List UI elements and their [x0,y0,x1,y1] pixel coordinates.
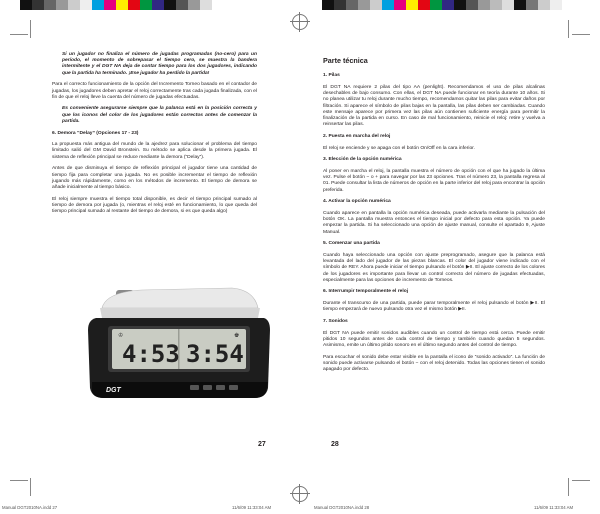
crop-mark [572,34,590,35]
section-7-text-2: Para escuchar el sonido debe estar visible en la pantalla el icono de “sonido activado”. La función de sonido puede activarse pulsando el botón − con el reloj detenido. Todas las opciones tienen el sonido apagado por defecto. [323,354,545,373]
section-6-paragraph-1: La propuesta más antigua del mundo de la ajedrez para solucionar el problema del tiempo limitado salió del GM David Bronstein. Su método se aplica desde la primera jugada. El sistema de reflexión principal se reduce mediante la demora (“Delay”). [52,142,257,160]
left-time-display: 4:53 [122,340,180,368]
slug-right-date: 11/6/09 11:33:04 AM [534,505,574,510]
svg-text:♚: ♚ [234,332,240,339]
paragraph-increment: Para el correcto funcionamiento de la opción del Incremento Torneo basado en el contador de jugadas, los jugadores deben apretar el reloj correctamente tras cada jugada finalizada, con el fin de que el reloj lleve la cuenta del número de jugadas efectuadas. [52,82,257,100]
section-3-text: Al poner en marcha el reloj, la pantalla muestra el número de opción con el que ha jugado la última vez. Pulse el botón − o + para navegar por las 23 opciones. Tras el número 23, la pantalla regresa al 01. Puede consultar la lista de números de opción en la parte inferior del reloj para encontrar la opción preferida. [323,168,545,193]
svg-text:♔: ♔ [118,332,124,339]
slug-left-file: Manual DGT2010NA.indd 27 [2,505,58,510]
crop-mark [568,478,569,496]
crop-mark [572,480,590,481]
note-lever-position: Es conveniente asegurarse siempre que la palanca está en la posición correcta y que los iconos del color de los jugadores están correctos antes de comenzar la partida. [62,106,257,124]
section-2-title: 2. Puesta en marcha del reloj [323,133,391,139]
section-6-title: 6. Interrumpir temporalmente el reloj [323,289,409,295]
section-6-paragraph-2: Antes de que disminuya el tiempo de reflexión principal el jugador tiene una cantidad de tiempo fija para completar una jugada. No es posible incrementar el tiempo de reflexión jugando más rápidamente, como en los métodos de incremento. El tiempo de demora se añade inicialmente al tiempo básico. [52,166,257,190]
right-page-title: Parte técnica [323,56,368,65]
slug-right-file: Manual DGT2010NA.indd 28 [314,505,370,510]
crop-mark [568,20,569,38]
section-6-title: 6. Demora “Delay” (Opciones 17 - 23) [52,130,139,136]
registration-mark-bottom [292,486,308,502]
right-time-display: 3:54 [186,340,244,368]
color-bar-right [322,0,562,10]
section-3-title: 3. Elección de la opción numérica [323,157,402,163]
crop-mark [30,478,31,496]
left-page [52,52,257,221]
crop-mark [10,480,28,481]
slug-left-date: 11/6/09 11:33:04 AM [232,505,272,510]
crop-mark [10,34,28,35]
page-number-right: 28 [331,441,339,448]
section-1-title: 1. Pilas [323,73,340,79]
crop-mark [30,20,31,38]
section-4-title: 4. Activar la opción numérica [323,199,391,205]
chess-clock-image [82,270,272,405]
section-4-text: Cuando aparece en pantalla la opción numérica deseada, puede activarla mediante la pulsación del botón OK. La pantalla muestra entonces el tiempo inicial por defecto para esta opción. Ya puede empezar la partida. Si ha seleccionado una opción de ajuste manual, consulte el apartado 9, Ajuste Manual. [323,210,545,235]
section-2-text: El reloj se enciende y se apaga con el botón On/Off en la cara inferior. [323,145,475,151]
section-7-title: 7. Sonidos [323,319,348,325]
section-6-text: Durante el transcurso de una partida, puede parar temporalmente el reloj pulsando el botón ▶II. El tiempo empezará de nuevo pulsando otra vez el mismo botón ▶II. [323,301,545,313]
color-bar-left [20,0,212,10]
right-page [323,52,545,379]
section-5-title: 5. Comenzar una partida [323,241,380,247]
section-5-text: Cuando haya seleccionado una opción con ajuste preprogramado, asegure que la palanca está levantada del lado del jugador de las piezas blancas. El color del jugador viene indicado con el símbolo de REY. Ahora puede iniciar el tiempo pulsando el botón ▶II. El ajuste correcto de los colores de los jugadores es importante para llevar un control correcto del número de jugadas efectuadas, especialmente para las opciones de incremento de Torneos. [323,252,545,283]
section-6-paragraph-3: El reloj siempre muestra el tiempo total disponible, es decir el tiempo principal sumado al tiempo de demora por jugada (o, mientras el reloj esté en funcionamiento, lo que queda del tiempo principal sumado al restante del tiempo de demora, si es que queda algo) [52,196,257,215]
section-7-text-1: El DGT NA puede emitir sonidos audibles cuando un control de tiempo está cerca. Puede emitir pitidos 10 segundos antes de cada control de tiempo y también cuando quedan 5 segundos. Asimismo, emite un último pitido sonoro en el último segundo antes del control de tiempo. [323,330,545,349]
note-final-moves: Si un jugador no finaliza el número de jugadas programadas (no-cero) para un período, el momento de sobrepasar el tiempo cero, se muestra la bandera intermitente y el DGT NA deja de contar tiempo para los dos jugadores, indicando que la partida ha terminado. ¡Ese jugador ha perdido la partida! [62,52,257,76]
dgt-logo: DGT [106,387,121,394]
page-number-left: 27 [258,441,266,448]
section-1-text: El DGT NA requiere 2 pilas del tipo AA (penlight). Recomendamos el uso de pilas alcalinas desechables de bajo consumo. Con ellas, el DGT NA puede funcionar en teoría durante 10 años. Si no planea utilizar tu reloj durante mucho tiempo, recomendamos quitar las pilas para evitar daños por filtración. Si aparece el símbolo de pilas bajas en la pantalla, las pilas deben ser cambiadas. Cuando este mensaje aparece por primera vez las pilas aún contienen suficiente energía para permitir la finalización de la partida en curso. En caso de mal funcionamiento, reinicie el reloj: retire y vuelva a reinsertar las pilas. [323,84,545,128]
registration-mark-top [292,14,308,30]
